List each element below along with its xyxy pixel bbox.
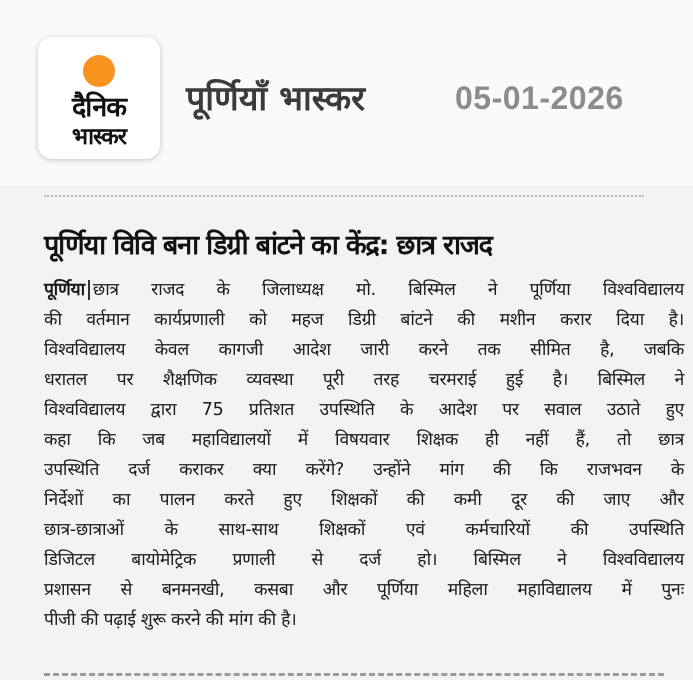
article-line-6: कहा कि जब महाविद्यालयों में विषयवार शिक्षक ही नहीं हैं, तो छात्र (44, 430, 684, 450)
article-line-3: विश्वविद्यालय केवल कागजी आदेश जारी करने तक सीमित है, जबकि (44, 340, 684, 360)
article-dateline: पूर्णिया (44, 280, 90, 300)
article-line-5: विश्वविद्यालय द्वारा 75 प्रतिशत उपस्थिति के आदेश पर सवाल उठाते हुए (44, 400, 684, 420)
edition-date: 05-01-2026 (455, 80, 624, 116)
edition-title: पूर्णियाँ भास्कर (186, 79, 366, 119)
article-line-10: डिजिटल बायोमेट्रिक प्रणाली से दर्ज हो। बिस्मिल ने विश्वविद्यालय (44, 550, 684, 570)
article-line-1: पूर्णिया छात्र राजद के जिलाध्यक्ष मो. बिस्मिल ने पूर्णिया विश्वविद्यालय (44, 280, 684, 300)
article-line-8: निर्देशों का पालन करते हुए शिक्षकों की कमी दूर की जाए और (44, 490, 684, 510)
app-header (0, 0, 693, 185)
article-line-2: की वर्तमान कार्यप्रणाली को महज डिग्री बांटने की मशीन करार दिया है। (44, 310, 684, 330)
logo-text-bhaskar: भास्कर (71, 124, 127, 150)
article-headline: पूर्णिया विवि बना डिग्री बांटने का केंद्र: छात्र राजद (44, 230, 492, 261)
article-line-4: धरातल पर शैक्षणिक व्यवस्था पूरी तरह चरमराई हुई है। बिस्मिल ने (44, 370, 684, 390)
clipping-bottom-edge (44, 673, 664, 680)
article-line-7: उपस्थिति दर्ज कराकर क्या करेंगे? उन्होंने मांग की कि राजभवन के (44, 460, 684, 480)
article-line-9: छात्र-छात्राओं के साथ-साथ शिक्षकों एवं कर्मचारियों की उपस्थिति (44, 520, 684, 540)
logo-text-dainik: दैनिक (71, 92, 127, 123)
article-line-11: प्रशासन से बनमनखी, कसबा और पूर्णिया महिला महाविद्यालय में पुनः (44, 580, 684, 600)
sun-icon (83, 55, 115, 87)
clipping-top-edge (44, 195, 644, 199)
article-line-12: पीजी की पढ़ाई शुरू करने की मांग की है। (44, 610, 297, 630)
dainik-bhaskar-logo[interactable] (38, 37, 160, 159)
article-body (44, 275, 684, 635)
newspaper-clipping (0, 185, 693, 680)
